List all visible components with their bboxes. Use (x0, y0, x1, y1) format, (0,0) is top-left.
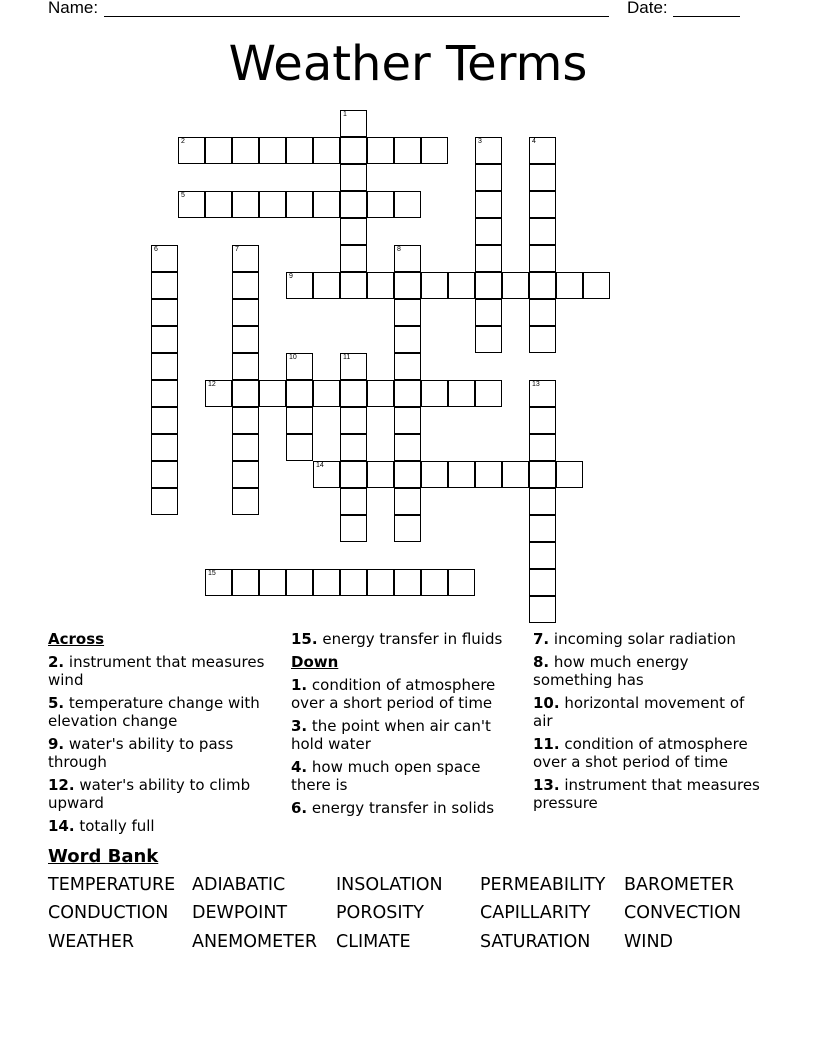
crossword-cell[interactable] (340, 272, 367, 299)
clue-across-15: 15. energy transfer in fluids (291, 630, 503, 648)
crossword-cell[interactable] (232, 569, 259, 596)
crossword-cell[interactable] (340, 569, 367, 596)
cell-number: 3 (478, 138, 482, 145)
crossword-cell[interactable] (367, 272, 394, 299)
crossword-cell[interactable] (232, 380, 259, 407)
crossword-cell[interactable] (151, 272, 178, 299)
cell-number: 6 (154, 246, 158, 253)
crossword-cell[interactable] (340, 380, 367, 407)
cell-number: 10 (289, 354, 297, 361)
crossword-cell[interactable] (394, 434, 421, 461)
crossword-cell[interactable] (340, 407, 367, 434)
crossword-cell[interactable] (313, 272, 340, 299)
crossword-cell[interactable] (340, 434, 367, 461)
crossword-cell[interactable] (421, 137, 448, 164)
crossword-cell[interactable] (475, 245, 502, 272)
crossword-cell[interactable] (502, 461, 529, 488)
crossword-cell[interactable] (286, 434, 313, 461)
word-bank-item: CONVECTION (624, 903, 742, 923)
crossword-cell[interactable] (529, 488, 556, 515)
crossword-cell[interactable] (448, 272, 475, 299)
word-bank-item: WIND (624, 932, 674, 952)
crossword-cell[interactable] (232, 137, 259, 164)
clue-down-1: 1. condition of atmosphere over a short period of time (291, 676, 496, 712)
crossword-cell[interactable] (529, 272, 556, 299)
crossword-cell[interactable] (529, 407, 556, 434)
clues-column-3 (533, 630, 763, 817)
crossword-cell[interactable] (286, 272, 313, 299)
crossword-cell[interactable] (232, 488, 259, 515)
page-title: Weather Terms (228, 36, 588, 92)
crossword-cell[interactable] (421, 380, 448, 407)
crossword-cell[interactable] (529, 434, 556, 461)
crossword-cell[interactable] (232, 299, 259, 326)
crossword-cell[interactable] (475, 164, 502, 191)
crossword-cell[interactable] (529, 596, 556, 623)
crossword-cell[interactable] (394, 299, 421, 326)
cell-number: 1 (343, 111, 347, 118)
word-bank-title: Word Bank (48, 846, 159, 867)
crossword-cell[interactable] (394, 137, 421, 164)
crossword-cell[interactable] (394, 272, 421, 299)
crossword-cell[interactable] (151, 380, 178, 407)
crossword-cell[interactable] (340, 218, 367, 245)
crossword-cell[interactable] (313, 380, 340, 407)
word-bank-item: PERMEABILITY (480, 875, 606, 895)
clue-down-4: 4. how much open space there is (291, 758, 481, 794)
name-label: Name: (48, 0, 99, 17)
crossword-cell[interactable] (340, 245, 367, 272)
crossword-cell[interactable] (394, 407, 421, 434)
crossword-cell[interactable] (286, 353, 313, 380)
cell-number: 2 (181, 138, 185, 145)
cell-number: 15 (208, 570, 216, 577)
word-bank-item: CLIMATE (336, 932, 411, 952)
cell-number: 11 (343, 354, 351, 361)
crossword-cell[interactable] (529, 191, 556, 218)
cell-number: 7 (235, 246, 239, 253)
word-bank-item: INSOLATION (336, 875, 443, 895)
across-heading: Across (48, 630, 105, 648)
crossword-cell[interactable] (340, 515, 367, 542)
down-heading: Down (291, 653, 339, 671)
word-bank-item: CAPILLARITY (480, 903, 591, 923)
crossword-cell[interactable] (205, 137, 232, 164)
crossword-cell[interactable] (529, 299, 556, 326)
crossword-cell[interactable] (232, 407, 259, 434)
crossword-cell[interactable] (286, 191, 313, 218)
clue-down-3: 3. the point when air can't hold water (291, 717, 491, 753)
crossword-cell[interactable] (151, 461, 178, 488)
crossword-cell[interactable] (178, 137, 205, 164)
word-bank-item: DEWPOINT (192, 903, 288, 923)
crossword-cell[interactable] (232, 326, 259, 353)
crossword-cell[interactable] (340, 164, 367, 191)
word-bank-item: WEATHER (48, 932, 135, 952)
crossword-cell[interactable] (286, 569, 313, 596)
crossword-cell[interactable] (529, 542, 556, 569)
crossword-cell[interactable] (475, 461, 502, 488)
crossword-cell[interactable] (259, 191, 286, 218)
clue-down-8: 8. how much energy something has (533, 653, 689, 689)
clue-down-13: 13. instrument that measures pressure (533, 776, 760, 812)
word-bank-item: SATURATION (480, 932, 591, 952)
crossword-cell[interactable] (529, 245, 556, 272)
crossword-cell[interactable] (529, 569, 556, 596)
crossword-cell[interactable] (340, 110, 367, 137)
crossword-cell[interactable] (340, 461, 367, 488)
crossword-cell[interactable] (286, 407, 313, 434)
crossword-cell[interactable] (151, 326, 178, 353)
crossword-cell[interactable] (367, 380, 394, 407)
crossword-cell[interactable] (232, 245, 259, 272)
crossword-cell[interactable] (205, 569, 232, 596)
crossword-cell[interactable] (529, 515, 556, 542)
clue-across-14: 14. totally full (48, 817, 155, 835)
crossword-cell[interactable] (394, 191, 421, 218)
crossword-cell[interactable] (475, 218, 502, 245)
crossword-cell[interactable] (340, 353, 367, 380)
crossword-cell[interactable] (151, 434, 178, 461)
cell-number: 14 (316, 462, 324, 469)
crossword-cell[interactable] (475, 326, 502, 353)
word-bank-item: CONDUCTION (48, 903, 169, 923)
clue-down-7: 7. incoming solar radiation (533, 630, 736, 648)
crossword-cell[interactable] (151, 488, 178, 515)
crossword-cell[interactable] (448, 461, 475, 488)
crossword-cell[interactable] (367, 461, 394, 488)
cell-number: 5 (181, 192, 185, 199)
clue-down-10: 10. horizontal movement of air (533, 694, 745, 730)
crossword-cell[interactable] (529, 218, 556, 245)
crossword-cell[interactable] (421, 272, 448, 299)
word-bank-item: ADIABATIC (192, 875, 286, 895)
clues-column-2 (291, 630, 521, 822)
cell-number: 8 (397, 246, 401, 253)
crossword-cell[interactable] (529, 380, 556, 407)
word-bank-item: POROSITY (336, 903, 424, 923)
crossword-cell[interactable] (286, 380, 313, 407)
crossword-cell[interactable] (151, 299, 178, 326)
crossword-cell[interactable] (313, 137, 340, 164)
crossword-cell[interactable] (475, 137, 502, 164)
crossword-cell[interactable] (232, 353, 259, 380)
crossword-cell[interactable] (259, 137, 286, 164)
crossword-cell[interactable] (232, 272, 259, 299)
crossword-cell[interactable] (394, 461, 421, 488)
crossword-cell[interactable] (421, 569, 448, 596)
crossword-cell[interactable] (394, 488, 421, 515)
crossword-cell[interactable] (394, 245, 421, 272)
crossword-cell[interactable] (475, 272, 502, 299)
crossword-cell[interactable] (313, 461, 340, 488)
crossword-cell[interactable] (529, 164, 556, 191)
crossword-cell[interactable] (205, 380, 232, 407)
word-bank-item: ANEMOMETER (192, 932, 318, 952)
crossword-cell[interactable] (232, 461, 259, 488)
crossword-cell[interactable] (178, 191, 205, 218)
cell-number: 13 (532, 381, 540, 388)
clue-across-5: 5. temperature change with elevation change (48, 694, 260, 730)
cell-number: 12 (208, 381, 216, 388)
crossword-cell[interactable] (394, 353, 421, 380)
crossword-cell[interactable] (583, 272, 610, 299)
crossword-cell[interactable] (151, 245, 178, 272)
crossword-cell[interactable] (394, 326, 421, 353)
crossword-cell[interactable] (421, 461, 448, 488)
clue-down-6: 6. energy transfer in solids (291, 799, 495, 817)
crossword-cell[interactable] (529, 461, 556, 488)
crossword-cell[interactable] (448, 569, 475, 596)
crossword-cell[interactable] (556, 461, 583, 488)
crossword-cell[interactable] (448, 380, 475, 407)
crossword-cell[interactable] (394, 515, 421, 542)
crossword-cell[interactable] (232, 434, 259, 461)
crossword-cell[interactable] (529, 137, 556, 164)
crossword-cell[interactable] (259, 380, 286, 407)
cell-number: 4 (532, 138, 536, 145)
crossword-cell[interactable] (232, 191, 259, 218)
crossword-cell[interactable] (367, 137, 394, 164)
crossword-cell[interactable] (475, 380, 502, 407)
crossword-cell[interactable] (367, 191, 394, 218)
crossword-cell[interactable] (394, 380, 421, 407)
clue-across-2: 2. instrument that measures wind (48, 653, 265, 689)
crossword-cell[interactable] (313, 569, 340, 596)
crossword-cell[interactable] (205, 191, 232, 218)
crossword-cell[interactable] (529, 326, 556, 353)
crossword-cell[interactable] (394, 569, 421, 596)
crossword-cell[interactable] (286, 137, 313, 164)
clue-down-11: 11. condition of atmosphere over a shot period of time (533, 735, 748, 771)
crossword-cell[interactable] (259, 569, 286, 596)
crossword-cell[interactable] (367, 569, 394, 596)
crossword-cell[interactable] (502, 272, 529, 299)
clues-column-1 (48, 630, 278, 840)
word-bank-item: BAROMETER (624, 875, 734, 895)
crossword-cell[interactable] (151, 353, 178, 380)
clue-across-9: 9. water's ability to pass through (48, 735, 234, 771)
crossword-cell[interactable] (340, 191, 367, 218)
crossword-cell[interactable] (340, 488, 367, 515)
date-label: Date: (627, 0, 668, 17)
crossword-cell[interactable] (151, 407, 178, 434)
clue-across-12: 12. water's ability to climb upward (48, 776, 251, 812)
crossword-cell[interactable] (313, 191, 340, 218)
word-bank-item: TEMPERATURE (48, 875, 176, 895)
crossword-cell[interactable] (340, 137, 367, 164)
crossword-cell[interactable] (475, 191, 502, 218)
crossword-cell[interactable] (556, 272, 583, 299)
cell-number: 9 (289, 273, 293, 280)
crossword-cell[interactable] (475, 299, 502, 326)
